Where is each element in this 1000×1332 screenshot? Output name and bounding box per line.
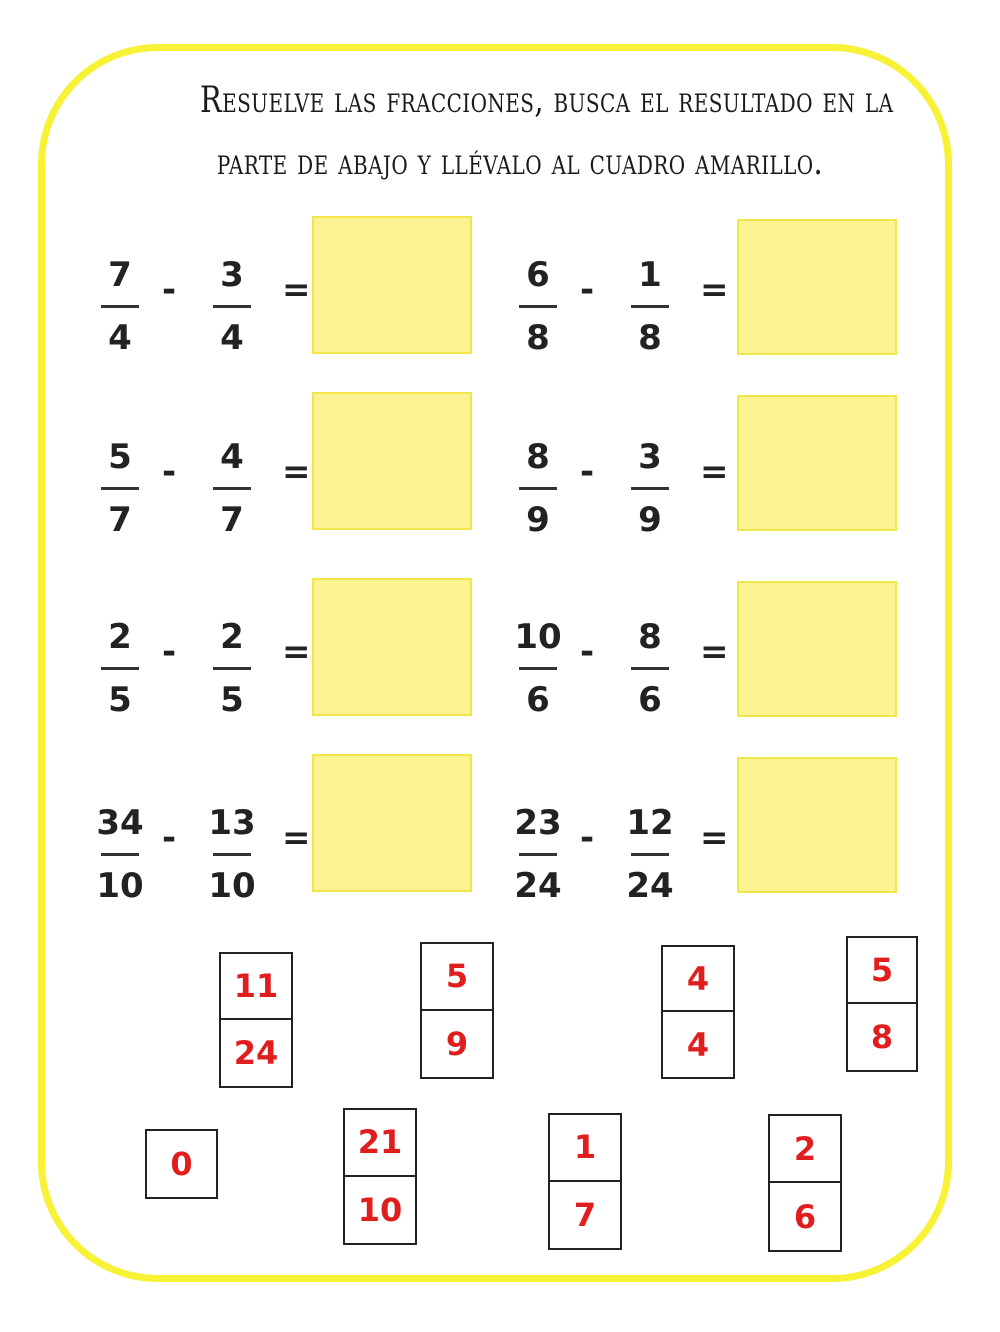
minus-sign: -: [162, 270, 177, 310]
tile-numerator: 5: [422, 944, 492, 1011]
answer-tile[interactable]: [219, 952, 293, 1088]
fraction-bar: [631, 853, 669, 856]
minus-sign: -: [162, 632, 177, 672]
equals-sign: =: [700, 452, 729, 492]
fraction-denominator: 7: [220, 500, 244, 540]
fraction-bar: [519, 853, 557, 856]
fraction-minuend: [508, 250, 568, 363]
fraction-bar: [213, 853, 251, 856]
fraction-bar: [101, 487, 139, 490]
answer-tile[interactable]: [768, 1114, 842, 1252]
fraction-denominator: 10: [96, 866, 144, 906]
fraction-numerator: 8: [526, 437, 550, 477]
fraction-numerator: 13: [208, 803, 256, 843]
answer-drop-box[interactable]: [737, 219, 897, 355]
answer-drop-box[interactable]: [737, 757, 897, 893]
fraction-bar: [101, 305, 139, 308]
fraction-minuend: [90, 432, 150, 545]
fraction-bar: [101, 667, 139, 670]
answer-drop-box[interactable]: [312, 216, 472, 354]
fraction-bar: [213, 305, 251, 308]
answer-tile[interactable]: [548, 1113, 622, 1250]
answer-tile[interactable]: [661, 945, 735, 1079]
fraction-bar: [631, 305, 669, 308]
fraction-bar: [213, 487, 251, 490]
minus-sign: -: [580, 270, 595, 310]
tile-denominator: 7: [573, 1195, 597, 1234]
fraction-bar: [101, 853, 139, 856]
equals-sign: =: [282, 632, 311, 672]
tile-denominator: 10: [357, 1190, 403, 1229]
fraction-denominator: 4: [108, 318, 132, 358]
fraction-minuend: [90, 612, 150, 725]
fraction-denominator: 24: [514, 866, 562, 906]
fraction-bar: [631, 487, 669, 490]
minus-sign: -: [162, 452, 177, 492]
tile-numerator: 5: [848, 938, 916, 1004]
fraction-minuend: [508, 798, 568, 911]
fraction-numerator: 8: [638, 617, 662, 657]
fraction-numerator: 7: [108, 255, 132, 295]
fraction-numerator: 3: [638, 437, 662, 477]
minus-sign: -: [580, 632, 595, 672]
fraction-numerator: 4: [220, 437, 244, 477]
answer-drop-box[interactable]: [312, 392, 472, 530]
tile-numerator: 21: [345, 1110, 415, 1177]
tile-denominator: 6: [793, 1197, 817, 1236]
answer-drop-box[interactable]: [312, 578, 472, 716]
answer-tile[interactable]: [343, 1108, 417, 1245]
equals-sign: =: [282, 270, 311, 310]
instructions-text: [200, 70, 894, 194]
equals-sign: =: [282, 818, 311, 858]
fraction-numerator: 34: [96, 803, 144, 843]
answer-drop-box[interactable]: [737, 395, 897, 531]
fraction-minuend: [508, 612, 568, 725]
fraction-minuend: [508, 432, 568, 545]
minus-sign: -: [580, 452, 595, 492]
fraction-denominator: 10: [208, 866, 256, 906]
fraction-numerator: 5: [108, 437, 132, 477]
fraction-denominator: 8: [638, 318, 662, 358]
fraction-denominator: 9: [638, 500, 662, 540]
answer-drop-box[interactable]: [312, 754, 472, 892]
instructions-line-1: Resuelve las fracciones, busca el resultado en la: [200, 80, 894, 121]
tile-denominator: 9: [445, 1024, 469, 1063]
answer-drop-box[interactable]: [737, 581, 897, 717]
fraction-numerator: 23: [514, 803, 562, 843]
fraction-numerator: 2: [220, 617, 244, 657]
answer-tile[interactable]: [420, 942, 494, 1079]
fraction-denominator: 4: [220, 318, 244, 358]
fraction-subtrahend: [202, 798, 262, 911]
fraction-numerator: 2: [108, 617, 132, 657]
tile-denominator: 24: [233, 1034, 279, 1072]
fraction-denominator: 7: [108, 500, 132, 540]
instructions-line-2: parte de abajo y llévalo al cuadro amarillo.: [216, 142, 824, 183]
fraction-numerator: 1: [638, 255, 662, 295]
tile-denominator: 8: [870, 1018, 894, 1056]
equals-sign: =: [282, 452, 311, 492]
fraction-bar: [213, 667, 251, 670]
fraction-bar: [519, 667, 557, 670]
answer-tile[interactable]: [145, 1129, 218, 1199]
equals-sign: =: [700, 632, 729, 672]
tile-denominator: 4: [686, 1025, 710, 1064]
fraction-subtrahend: [620, 798, 680, 911]
fraction-numerator: 3: [220, 255, 244, 295]
equals-sign: =: [700, 270, 729, 310]
fraction-subtrahend: [620, 432, 680, 545]
tile-numerator: 2: [770, 1116, 840, 1183]
fraction-denominator: 5: [220, 680, 244, 720]
tile-numerator: 4: [663, 947, 733, 1012]
minus-sign: -: [580, 818, 595, 858]
fraction-bar: [631, 667, 669, 670]
fraction-denominator: 6: [526, 680, 550, 720]
fraction-bar: [519, 305, 557, 308]
tile-numerator: 1: [550, 1115, 620, 1182]
minus-sign: -: [162, 818, 177, 858]
fraction-subtrahend: [620, 612, 680, 725]
fraction-denominator: 6: [638, 680, 662, 720]
fraction-denominator: 8: [526, 318, 550, 358]
fraction-subtrahend: [620, 250, 680, 363]
fraction-numerator: 12: [626, 803, 674, 843]
fraction-subtrahend: [202, 432, 262, 545]
answer-tile[interactable]: [846, 936, 918, 1072]
fraction-numerator: 10: [514, 617, 562, 657]
fraction-denominator: 24: [626, 866, 674, 906]
fraction-subtrahend: [202, 250, 262, 363]
fraction-bar: [519, 487, 557, 490]
fraction-denominator: 9: [526, 500, 550, 540]
fraction-subtrahend: [202, 612, 262, 725]
tile-value: 0: [170, 1145, 193, 1183]
fraction-denominator: 5: [108, 680, 132, 720]
fraction-minuend: [90, 798, 150, 911]
fraction-minuend: [90, 250, 150, 363]
fraction-numerator: 6: [526, 255, 550, 295]
equals-sign: =: [700, 818, 729, 858]
tile-numerator: 11: [221, 954, 291, 1020]
